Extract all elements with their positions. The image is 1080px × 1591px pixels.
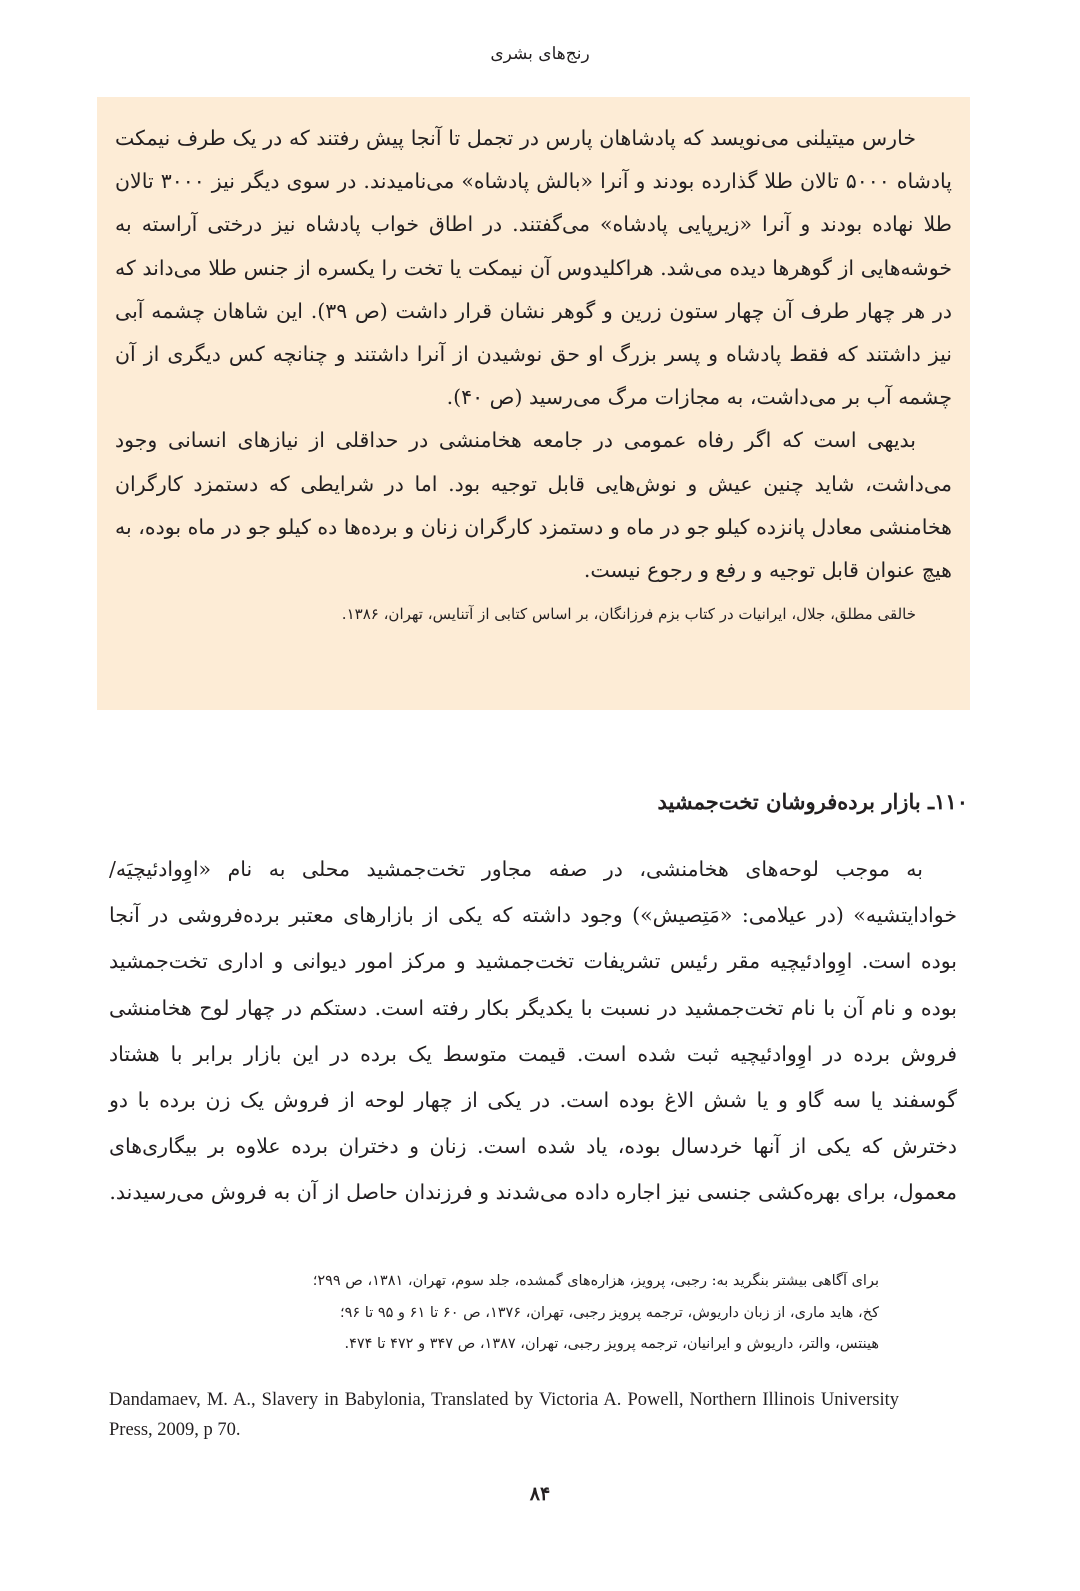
- reference-english: [109, 1385, 899, 1445]
- reference-english-text: Dandamaev, M. A., Slavery in Babylonia, Translated by Victoria A. Powell, Northern Illinois University Press, 2009, p 70.: [109, 1390, 899, 1440]
- references-persian: [109, 1266, 879, 1361]
- running-header: رنج‌های بشری: [490, 44, 590, 64]
- quote-paragraph: خارس میتیلنی می‌نویسد که پادشاهان پارس در تجمل تا آنجا پیش رفتند که در یک طرف نیمکت پادشاه ۵۰۰۰ تالان طلا گذارده بودند و آنرا «بالش پادشاه» می‌نامیدند. در سوی دیگر نیز ۳۰۰۰ تالان طلا نهاده بودند و آنرا «زیرپایی پادشاه» می‌گفتند. در اطاق خواب پادشاه نیز درختی آراسته به خوشه‌هایی از گوهرها دیده می‌شد. هراکلیدوس آن نیمکت یا تخت را یکسره از جنس طلا می‌داند که در هر چهار طرف آن چهار ستون زرین و گوهر نشان قرار داشت (ص ۳۹). این شاهان چشمه آبی نیز داشتند که فقط پادشاه و پسر بزرگ او حق نوشیدن از آنرا داشتند و چنانچه کس دیگری از آن چشمه آب بر می‌داشت، به مجازات مرگ می‌رسید (ص ۴۰).: [115, 126, 953, 410]
- reference-line: هینتس، والتر، داریوش و ایرانیان، ترجمه پرویز رجبی، تهران، ۱۳۸۷، ص ۳۴۷ و ۴۷۲ تا ۴۷۴.: [344, 1336, 879, 1352]
- reference-line: برای آگاهی بیشتر بنگرید به: رجبی، پرویز، هزاره‌های گمشده، جلد سوم، تهران، ۱۳۸۱، ص ۲۹۹؛: [312, 1273, 879, 1289]
- quote-box: [97, 97, 970, 710]
- quote-paragraph: بدیهی است که اگر رفاه عمومی در جامعه هخامنشی در حداقلی از نیازهای انسانی وجود می‌داشت، شاید چنین عیش و نوش‌هایی قابل توجیه بود. اما در شرایطی که دستمزد کارگران هخامنشی معادل پانزده کیلو جو در ماه و دستمزد کارگران زنان و برده‌ها ده کیلو جو در ماه بوده، به هیچ عنوان قابل توجیه و رفع و رجوع نیست.: [115, 428, 952, 583]
- reference-line: کخ، هاید ماری، از زبان داریوش، ترجمه پرویز رجبی، تهران، ۱۳۷۶، ص ۶۰ تا ۶۱ و ۹۵ تا ۹۶؛: [340, 1304, 879, 1321]
- body-paragraph: به موجب لوحه‌های هخامنشی، در صفه مجاور تخت‌جمشید محلی به نام «اوِوادئیچیَه/ خوادایتشیه» (در عیلامی: «مَتِصیش») وجود داشته که یکی از بازارهای معتبر برده‌فروشی در آنجا بوده است. اوِوادئیچیه مقر رئیس تشریفات تخت‌جمشید و مرکز امور دیوانی و اداری تخت‌جمشید بوده و نام آن با نام تخت‌جمشید در نسبت با یکدیگر بکار رفته است. دستکم در چهار لوح هخامنشی فروش برده در اوِوادئیچیه ثبت شده است. قیمت متوسط یک برده در این بازار برابر با هشتاد گوسفند یا سه گاو و یا شش الاغ بوده است. در یکی از چهار لوحه از فروش یک زن برده با دو دخترش که یکی از آنها خردسال بوده، یاد شده است. زنان و دختران برده علاوه بر بیگاری‌های معمول، برای بهره‌کشی جنسی نیز اجاره داده می‌شدند و فرزندان حاصل از آن به فروش می‌رسیدند.: [109, 857, 957, 1205]
- section-title: ۱۱۰ـ بازار برده‌فروشان تخت‌جمشید: [657, 789, 968, 814]
- page-number: ۸۴: [529, 1483, 551, 1505]
- section-body: [109, 846, 957, 1216]
- quote-source: خالقی مطلق، جلال، ایرانیات در کتاب بزم فرزانگان، بر اساس کتابی از آتنایس، تهران، ۱۳۸۶.: [341, 605, 916, 624]
